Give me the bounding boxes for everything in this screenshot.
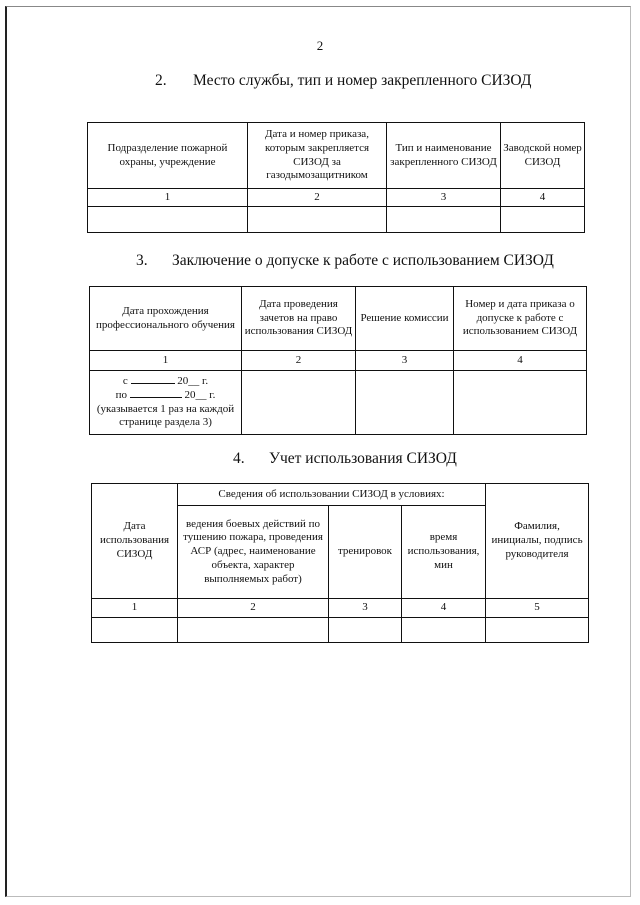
column-number: 1 xyxy=(90,351,242,371)
column-number-row xyxy=(92,599,589,618)
table-cell[interactable] xyxy=(486,618,589,643)
group-header-cell: Сведения об использовании СИЗОД в условиях: xyxy=(178,484,486,506)
blank-date-field[interactable] xyxy=(131,383,175,384)
header-cell: Подразделение пожарной охраны, учреждение xyxy=(88,123,248,189)
table-header-row xyxy=(88,123,585,189)
section4-heading xyxy=(233,450,457,468)
column-number: 3 xyxy=(387,189,501,207)
blank-date-field[interactable] xyxy=(130,397,182,398)
column-number-row xyxy=(90,351,587,371)
table-header-row xyxy=(92,484,589,506)
table-cell[interactable] xyxy=(501,207,585,233)
section2-number: 2. xyxy=(155,72,167,89)
header-cell: Тип и наименование закрепленного СИЗОД xyxy=(387,123,501,189)
column-number: 5 xyxy=(486,599,589,618)
column-number: 1 xyxy=(88,189,248,207)
section3-table xyxy=(89,286,587,435)
section2-title: Место службы, тип и номер закрепленного СИЗОД xyxy=(193,72,532,89)
section3-heading xyxy=(136,252,554,270)
column-number: 2 xyxy=(248,189,387,207)
table-cell[interactable] xyxy=(178,618,329,643)
table-row xyxy=(90,371,587,435)
column-number: 3 xyxy=(329,599,402,618)
section4-title: Учет использования СИЗОД xyxy=(269,450,457,467)
table-cell[interactable] xyxy=(329,618,402,643)
section3-title: Заключение о допуске к работе с использованием СИЗОД xyxy=(172,252,554,269)
header-cell: Фамилия, инициалы, подпись руководителя xyxy=(486,484,589,599)
section3-number: 3. xyxy=(136,252,148,269)
section4-number: 4. xyxy=(233,450,245,467)
header-cell: Дата проведения зачетов на право использования СИЗОД xyxy=(242,287,356,351)
header-cell: тренировок xyxy=(329,506,402,599)
table-cell[interactable] xyxy=(92,618,178,643)
header-cell: Дата и номер приказа, которым закрепляется СИЗОД за газодымозащитником xyxy=(248,123,387,189)
column-number: 2 xyxy=(242,351,356,371)
date-to-line: по 20__ г. xyxy=(115,388,216,401)
header-cell: Дата прохождения профессионального обучения xyxy=(90,287,242,351)
header-cell: Решение комиссии xyxy=(356,287,454,351)
table-row xyxy=(88,207,585,233)
table-header-row xyxy=(90,287,587,351)
section4-table xyxy=(91,483,589,643)
date-from-line: с 20__ г. xyxy=(122,375,209,387)
table-row xyxy=(92,618,589,643)
header-cell: Дата использования СИЗОД xyxy=(92,484,178,599)
header-cell: время использования, мин xyxy=(402,506,486,599)
date-range-cell[interactable] xyxy=(90,371,242,435)
table-cell[interactable] xyxy=(248,207,387,233)
section2-heading xyxy=(155,72,531,90)
table-cell[interactable] xyxy=(356,371,454,435)
table-cell[interactable] xyxy=(88,207,248,233)
header-cell: ведения боевых действий по тушению пожара, проведения АСР (адрес, наименование объекта, характер выполняемых работ) xyxy=(178,506,329,599)
column-number: 4 xyxy=(402,599,486,618)
header-cell: Заводской номер СИЗОД xyxy=(501,123,585,189)
header-cell: Номер и дата приказа о допуске к работе с использованием СИЗОД xyxy=(454,287,587,351)
column-number: 4 xyxy=(501,189,585,207)
table-cell[interactable] xyxy=(387,207,501,233)
column-number-row xyxy=(88,189,585,207)
date-note: (указывается 1 раз на каждой странице раздела 3) xyxy=(96,402,235,429)
column-number: 3 xyxy=(356,351,454,371)
table-cell[interactable] xyxy=(242,371,356,435)
page-number: 2 xyxy=(316,38,324,53)
section2-table xyxy=(87,122,585,233)
table-cell[interactable] xyxy=(402,618,486,643)
column-number: 1 xyxy=(92,599,178,618)
table-cell[interactable] xyxy=(454,371,587,435)
column-number: 2 xyxy=(178,599,329,618)
column-number: 4 xyxy=(454,351,587,371)
